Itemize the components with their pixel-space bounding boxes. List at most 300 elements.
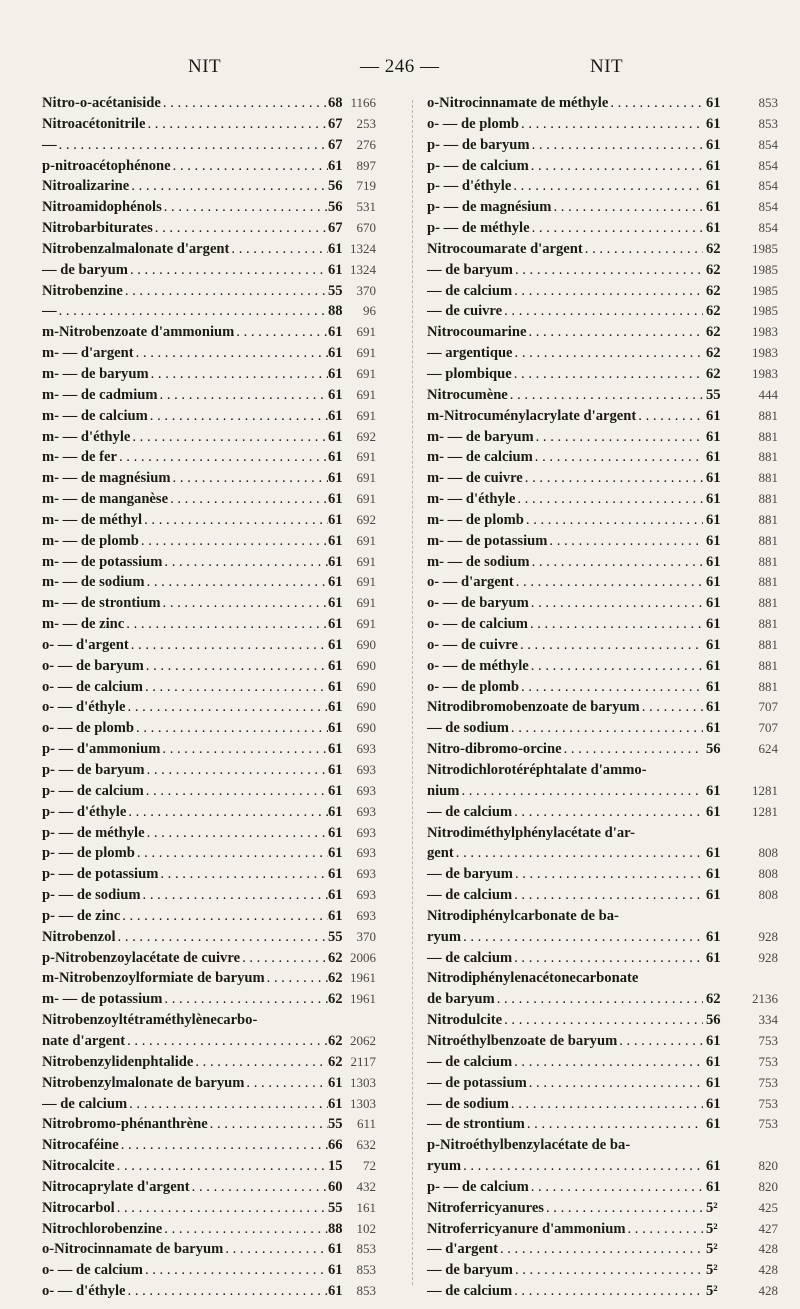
index-entry — [427, 343, 785, 364]
entry-page: 707 — [758, 699, 778, 715]
entry-page: 691 — [356, 407, 376, 423]
entry-name: o-Nitrocinnamate de méthyle — [427, 95, 609, 111]
entry-volume: 61 — [706, 595, 721, 612]
entry-name: p- — de calcium — [42, 782, 144, 799]
entry-name: o-Nitrocinnamate de baryum — [42, 1241, 224, 1258]
entry-volume: 61 — [328, 720, 343, 737]
entry-name-cell — [42, 239, 328, 260]
entry-name-cell — [42, 1260, 328, 1281]
entry-name-cell — [42, 968, 328, 989]
entry-name: p- — de calcium — [427, 1178, 529, 1195]
entry-page: 881 — [758, 574, 778, 590]
entry-page: 690 — [356, 678, 376, 694]
entry-name-cell — [427, 343, 703, 364]
entry-name: Nitrobenzoyltétraméthylènecarbo- — [42, 1012, 258, 1029]
entry-name: m- — d'éthyle — [42, 428, 131, 445]
entry-page: 692 — [356, 511, 376, 527]
entry-name-cell — [427, 948, 703, 969]
entry-page: 2062 — [350, 1032, 376, 1048]
entry-name: p-Nitrobenzoylacétate de cuivre — [42, 949, 241, 966]
index-entry — [427, 93, 785, 114]
index-entry — [427, 176, 785, 197]
entry-volume: 61 — [706, 449, 721, 466]
entry-volume: 61 — [328, 407, 343, 424]
entry-name: o- — de baryum — [42, 657, 144, 674]
entry-volume: 62 — [706, 282, 721, 299]
index-entry — [427, 218, 785, 239]
entry-page: 691 — [356, 616, 376, 632]
entry-page: 691 — [356, 345, 376, 361]
entry-volume: 61 — [328, 449, 343, 466]
entry-name-cell — [42, 927, 328, 948]
entry-page: 690 — [356, 699, 376, 715]
entry-name: Nitrocoumarine — [427, 324, 527, 341]
entry-name: o- — d'éthyle — [42, 699, 126, 716]
entry-page: 853 — [356, 1262, 376, 1278]
entry-name: — — [42, 136, 57, 153]
entry-name-cell — [427, 135, 703, 156]
entry-page: 928 — [758, 949, 778, 965]
entry-name: — de baryum — [427, 866, 513, 883]
entry-name: Nitrocaféine — [42, 1137, 119, 1154]
entry-name-cell — [427, 1239, 703, 1260]
entry-name-cell — [427, 197, 703, 218]
right-column — [427, 93, 785, 1302]
entry-name-cell — [42, 1094, 328, 1115]
entry-page: 425 — [758, 1199, 778, 1215]
index-entry — [42, 614, 394, 635]
entry-name-cell — [42, 1198, 328, 1219]
index-entry — [42, 635, 394, 656]
entry-name: p- — de baryum — [427, 136, 530, 153]
entry-name: m-Nitrocuménylacrylate d'argent — [427, 407, 637, 424]
entry-volume: 67 — [328, 220, 343, 237]
entry-name-cell — [427, 93, 703, 114]
entry-name: o- — de plomb — [427, 115, 520, 132]
entry-page: 854 — [758, 136, 778, 152]
entry-page: 693 — [356, 803, 376, 819]
entry-volume: 61 — [328, 1074, 343, 1091]
index-entry — [42, 218, 394, 239]
index-entry — [427, 1135, 785, 1156]
entry-name: m- — de baryum — [42, 365, 149, 382]
entry-name: gent — [427, 845, 454, 862]
index-entry — [42, 885, 394, 906]
entry-page: 881 — [758, 657, 778, 673]
index-entry — [42, 239, 394, 260]
entry-volume: 61 — [328, 866, 343, 883]
entry-page: 1983 — [752, 365, 778, 381]
entry-name-cell — [427, 1177, 703, 1198]
index-entry — [42, 948, 394, 969]
entry-name-cell — [42, 343, 328, 364]
entry-name: Nitrobenzylidenphtalide — [42, 1053, 194, 1070]
entry-volume: 62 — [706, 991, 721, 1008]
entry-name: Nitrodiméthylphénylacétate d'ar- — [427, 824, 635, 841]
index-entry — [42, 1031, 394, 1052]
entry-volume: 61 — [328, 1241, 343, 1258]
entry-page: 881 — [758, 636, 778, 652]
entry-page: 854 — [758, 178, 778, 194]
index-entry — [427, 1219, 785, 1240]
index-entry — [427, 802, 785, 823]
entry-volume: 62 — [706, 345, 721, 362]
entry-page: 1985 — [752, 261, 778, 277]
entry-volume: 62 — [328, 1053, 343, 1070]
entry-volume: 61 — [328, 365, 343, 382]
entry-name-cell — [42, 1177, 328, 1198]
entry-name: — de baryum — [427, 261, 513, 278]
entry-name: p- — de zinc — [42, 907, 121, 924]
entry-name: p-nitroacétophénone — [42, 157, 171, 174]
entry-volume: 67 — [328, 115, 343, 132]
entry-name: m- — de plomb — [427, 511, 524, 528]
index-entry — [42, 406, 394, 427]
entry-name-cell — [42, 447, 328, 468]
entry-name: o- — de calcium — [42, 1262, 143, 1279]
index-entry — [42, 343, 394, 364]
entry-page: 691 — [356, 574, 376, 590]
index-entry — [42, 697, 394, 718]
index-entry — [427, 593, 785, 614]
page-number: — 246 — — [360, 56, 440, 77]
entry-name-cell — [427, 406, 703, 427]
entry-page: 753 — [758, 1053, 778, 1069]
entry-name-cell — [42, 406, 328, 427]
entry-name: m- — de sodium — [42, 574, 145, 591]
index-entry — [427, 281, 785, 302]
entry-name: m- — de potassium — [42, 553, 163, 570]
entry-name: m- — de zinc — [42, 616, 125, 633]
entry-name: Nitroferricyanures — [427, 1199, 544, 1216]
entry-name-cell — [427, 989, 703, 1010]
entry-name-cell — [42, 802, 328, 823]
entry-volume: 61 — [328, 741, 343, 758]
entry-page: 881 — [758, 470, 778, 486]
index-entry — [42, 114, 394, 135]
entry-page: 690 — [356, 636, 376, 652]
entry-page: 693 — [356, 782, 376, 798]
entry-page: 881 — [758, 616, 778, 632]
index-entry — [42, 968, 394, 989]
entry-volume: 56 — [706, 741, 721, 758]
entry-page: 444 — [758, 386, 778, 402]
index-entry — [427, 260, 785, 281]
entry-name-cell — [42, 510, 328, 531]
index-entry — [427, 531, 785, 552]
entry-name-cell — [42, 823, 328, 844]
entry-name: m-Nitrobenzoate d'ammonium — [42, 324, 235, 341]
entry-name: o- — de calcium — [427, 616, 528, 633]
entry-name: — de sodium — [427, 720, 509, 737]
index-entry — [42, 176, 394, 197]
index-entry — [42, 135, 394, 156]
entry-name-cell — [427, 531, 703, 552]
entry-volume: 61 — [328, 345, 343, 362]
entry-page: 808 — [758, 866, 778, 882]
entry-name-cell — [42, 93, 328, 114]
index-entry — [427, 760, 785, 781]
entry-page: 432 — [356, 1178, 376, 1194]
entry-page: 1324 — [350, 240, 376, 256]
entry-name: o- — de méthyle — [427, 657, 529, 674]
index-entry — [427, 1031, 785, 1052]
entry-name: Nitrobenzalmalonate d'argent — [42, 240, 230, 257]
entry-volume: 68 — [328, 95, 343, 111]
index-entry — [42, 1260, 394, 1281]
entry-page: 2006 — [350, 949, 376, 965]
entry-volume: 55 — [706, 386, 721, 403]
entry-volume: 61 — [706, 1095, 721, 1112]
entry-volume: 60 — [328, 1178, 343, 1195]
entry-page: 1961 — [350, 970, 376, 986]
entry-volume: 61 — [706, 428, 721, 445]
entry-name-cell — [427, 885, 703, 906]
entry-name: m-Nitrobenzoylformiate de baryum — [42, 970, 265, 987]
entry-volume: 61 — [328, 1095, 343, 1112]
entry-name-cell — [427, 1073, 703, 1094]
entry-volume: 62 — [328, 970, 343, 987]
index-entry — [42, 156, 394, 177]
entry-name: de baryum — [427, 991, 495, 1008]
entry-volume: 61 — [706, 928, 721, 945]
entry-volume: 61 — [328, 574, 343, 591]
entry-name: Nitrobenzylmalonate de baryum — [42, 1074, 245, 1091]
entry-page: 72 — [363, 1158, 376, 1174]
entry-page: 690 — [356, 657, 376, 673]
entry-page: 854 — [758, 199, 778, 215]
index-entry — [427, 635, 785, 656]
entry-name-cell — [427, 510, 703, 531]
entry-name-cell — [42, 1073, 328, 1094]
entry-name-cell — [427, 1094, 703, 1115]
entry-name: Nitrocoumarate d'argent — [427, 240, 583, 257]
entry-name-cell — [42, 468, 328, 489]
entry-volume: 61 — [706, 803, 721, 820]
entry-page: 691 — [356, 470, 376, 486]
entry-page: 1281 — [752, 803, 778, 819]
entry-volume: 61 — [706, 1116, 721, 1133]
entry-page: 334 — [758, 1012, 778, 1028]
entry-page: 1303 — [350, 1095, 376, 1111]
header-right-term: NIT — [590, 56, 624, 77]
entry-name: p- — de calcium — [427, 157, 529, 174]
index-entry — [427, 135, 785, 156]
index-entry — [427, 1260, 785, 1281]
entry-name: Nitrodiphénylcarbonate de ba- — [427, 907, 619, 924]
entry-name: m- — de cuivre — [427, 470, 523, 487]
entry-volume: 62 — [706, 240, 721, 257]
entry-page: 690 — [356, 720, 376, 736]
entry-page: 102 — [356, 1220, 376, 1236]
entry-page: 428 — [758, 1262, 778, 1278]
entry-volume: 61 — [706, 1053, 721, 1070]
entry-name: o- — d'argent — [42, 636, 129, 653]
entry-name: o- — d'éthyle — [42, 1283, 126, 1300]
entry-volume: 61 — [328, 762, 343, 778]
entry-page: 161 — [356, 1199, 376, 1215]
entry-name-cell — [427, 843, 703, 864]
entry-volume: 61 — [706, 511, 721, 528]
index-entry — [427, 1239, 785, 1260]
entry-name: — de calcium — [427, 282, 513, 299]
entry-name: m- — de manganèse — [42, 491, 169, 508]
entry-page: 1983 — [752, 324, 778, 340]
entry-name: o- — de plomb — [42, 720, 135, 737]
index-entry — [42, 843, 394, 864]
entry-name: Nitrodulcite — [427, 1012, 503, 1029]
entry-page: 692 — [356, 428, 376, 444]
entry-page: 691 — [356, 324, 376, 340]
entry-name-cell — [427, 718, 703, 739]
entry-name: o- — de baryum — [427, 595, 529, 612]
index-entry — [427, 385, 785, 406]
entry-volume: 61 — [328, 386, 343, 403]
entry-page: 1961 — [350, 991, 376, 1007]
entry-name-cell — [427, 1156, 703, 1177]
entry-name: — de calcium — [427, 949, 513, 966]
entry-name: — de baryum — [427, 1262, 513, 1279]
entry-name: p- — de méthyle — [427, 220, 530, 237]
entry-name-cell — [42, 572, 328, 593]
entry-page: 881 — [758, 595, 778, 611]
entry-volume: 61 — [328, 887, 343, 904]
entry-name: p- — de baryum — [42, 762, 145, 778]
entry-name: Nitrodibromobenzoate de baryum — [427, 699, 640, 716]
entry-name-cell — [427, 864, 703, 885]
entry-volume: 61 — [706, 949, 721, 966]
entry-name-cell — [427, 156, 703, 177]
index-entry — [427, 322, 785, 343]
entry-name-cell — [42, 1052, 328, 1073]
entry-name-cell — [427, 677, 703, 698]
entry-name: o- — de plomb — [427, 678, 520, 695]
entry-name-cell — [427, 364, 703, 385]
entry-name: m- — de magnésium — [42, 470, 171, 487]
entry-page: 611 — [356, 1116, 376, 1132]
entry-page: 370 — [356, 282, 376, 298]
entry-name: — plombique — [427, 365, 512, 382]
entry-name: p-Nitroéthylbenzylacétate de ba- — [427, 1137, 631, 1154]
entry-name: Nitrocumène — [427, 386, 508, 403]
entry-name-cell — [427, 468, 703, 489]
entry-page: 854 — [758, 157, 778, 173]
entry-volume: 62 — [328, 949, 343, 966]
entry-name: p- — d'éthyle — [42, 803, 127, 820]
entry-volume: 61 — [328, 845, 343, 862]
entry-page: 691 — [356, 386, 376, 402]
index-entry — [42, 927, 394, 948]
index-entry — [42, 572, 394, 593]
entry-page: 853 — [758, 95, 778, 110]
entry-name-cell — [42, 885, 328, 906]
entry-volume: 61 — [328, 824, 343, 841]
entry-name-cell — [427, 301, 703, 322]
entry-name-cell — [42, 1156, 328, 1177]
entry-page: 96 — [363, 303, 376, 319]
index-entry — [42, 1052, 394, 1073]
entry-page: 693 — [356, 887, 376, 903]
index-entry — [42, 656, 394, 677]
entry-name-cell — [427, 1219, 703, 1240]
entry-name: Nitrochlorobenzine — [42, 1220, 163, 1237]
entry-volume: 61 — [328, 240, 343, 257]
entry-page: 691 — [356, 491, 376, 507]
index-entry — [427, 697, 785, 718]
entry-page: 853 — [356, 1241, 376, 1257]
entry-name-cell — [42, 197, 328, 218]
entry-page: 693 — [356, 907, 376, 923]
entry-volume: 62 — [706, 324, 721, 341]
index-entry — [42, 1177, 394, 1198]
entry-name: m- — de plomb — [42, 532, 139, 549]
entry-page: 820 — [758, 1178, 778, 1194]
entry-volume: 5² — [706, 1241, 718, 1258]
index-entry — [427, 614, 785, 635]
entry-name-cell — [427, 968, 703, 989]
entry-page: 691 — [356, 449, 376, 465]
entry-page: 624 — [758, 741, 778, 757]
entry-page: 1281 — [752, 782, 778, 798]
entry-volume: 61 — [328, 657, 343, 674]
entry-volume: 55 — [328, 1199, 343, 1216]
header-left-term: NIT — [188, 56, 222, 77]
entry-name-cell — [42, 385, 328, 406]
entry-name-cell — [427, 1135, 703, 1156]
entry-page: 881 — [758, 532, 778, 548]
entry-page: 808 — [758, 845, 778, 861]
entry-volume: 5² — [706, 1283, 718, 1300]
entry-volume: 61 — [706, 782, 721, 799]
entry-name-cell — [427, 760, 703, 781]
entry-name: nate d'argent — [42, 1032, 126, 1049]
index-entry — [42, 1010, 394, 1031]
entry-name: m- — de calcium — [42, 407, 148, 424]
entry-page: 1166 — [350, 95, 376, 110]
entry-volume: 61 — [706, 887, 721, 904]
entry-name-cell — [427, 385, 703, 406]
entry-name-cell — [42, 989, 328, 1010]
entry-name: Nitrobromo-phénanthrène — [42, 1116, 208, 1133]
entry-volume: 15 — [328, 1158, 343, 1175]
index-entry — [42, 1114, 394, 1135]
entry-name-cell — [427, 239, 703, 260]
entry-page: 707 — [758, 720, 778, 736]
entry-name: o- — de calcium — [42, 678, 143, 695]
index-entry — [427, 364, 785, 385]
entry-volume: 61 — [328, 1262, 343, 1279]
entry-name: m- — d'éthyle — [427, 491, 516, 508]
index-entry — [42, 447, 394, 468]
index-entry — [427, 677, 785, 698]
index-entry — [427, 843, 785, 864]
entry-volume: 61 — [706, 532, 721, 549]
entry-name-cell — [42, 1239, 328, 1260]
index-entry — [42, 802, 394, 823]
entry-name: m- — de méthyl — [42, 511, 143, 528]
index-entry — [427, 510, 785, 531]
entry-name-cell — [42, 135, 328, 156]
entry-volume: 61 — [706, 95, 721, 111]
entry-name-cell — [427, 906, 703, 927]
entry-volume: 56 — [328, 178, 343, 195]
entry-name-cell — [42, 531, 328, 552]
index-entry — [42, 531, 394, 552]
entry-name-cell — [42, 656, 328, 677]
index-entry — [427, 906, 785, 927]
entry-name-cell — [427, 802, 703, 823]
entry-volume: 61 — [706, 1032, 721, 1049]
